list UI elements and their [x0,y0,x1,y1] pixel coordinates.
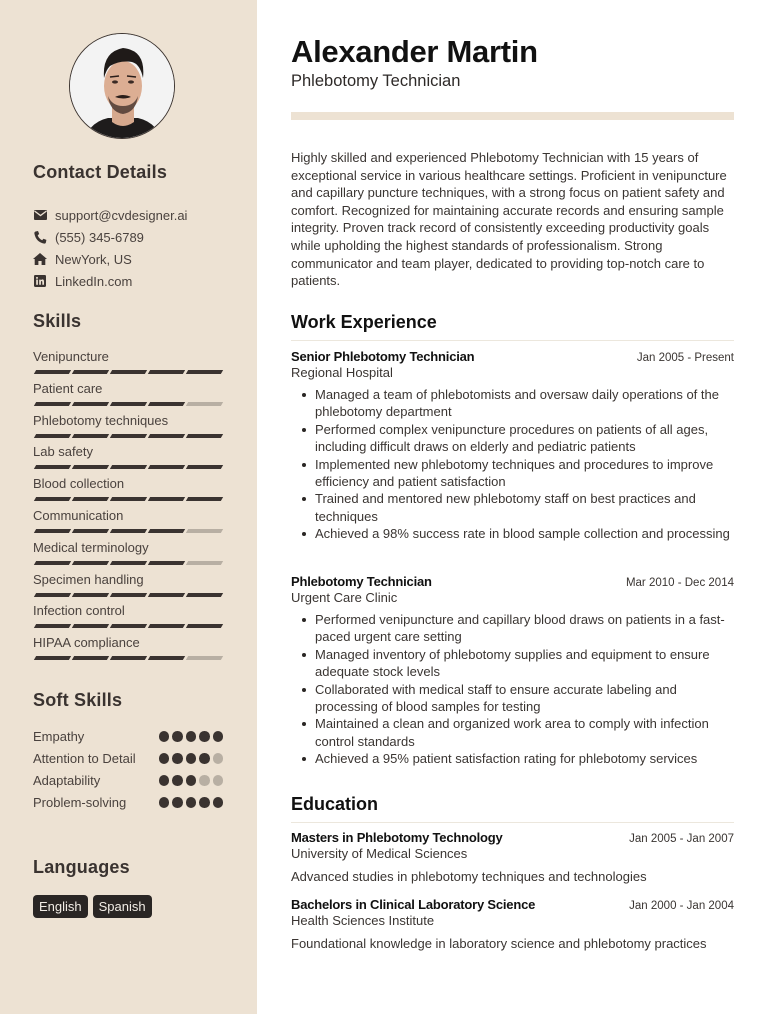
level-bar-filled [34,402,71,406]
level-bar-filled [34,529,71,533]
soft-skill-item [33,794,223,811]
level-dot-filled [159,753,170,764]
skill-item [33,508,223,540]
level-bar-filled [72,465,109,469]
skill-level-bars [33,593,223,597]
level-bar-filled [186,497,223,501]
education-description: Foundational knowledge in laboratory science and phlebotomy practices [291,936,707,951]
contact-email-text: support@cvdesigner.ai [55,207,188,223]
skill-label: Specimen handling [33,571,144,587]
soft-skill-level-dots [159,750,224,767]
level-bar-filled [110,656,147,660]
skills-heading: Skills [33,311,82,331]
skill-item [33,603,223,635]
education-degree: Masters in Phlebotomy Technology [291,830,503,845]
level-bar-filled [186,624,223,628]
education-header [291,897,734,912]
education-entry [291,830,734,884]
contact-heading: Contact Details [33,162,168,182]
skill-level-bars [33,624,223,628]
skill-item [33,444,223,476]
level-bar-filled [148,497,185,501]
skill-label: Venipuncture [33,349,109,364]
level-bar-filled [34,624,71,628]
level-bar-filled [148,465,185,469]
job-organization: Regional Hospital [291,365,393,380]
skill-item [33,572,223,604]
job-entry [291,349,734,543]
contact-linkedin[interactable] [33,270,187,292]
job-bullet: Managed inventory of phlebotomy supplies and equipment to ensure adequate stock levels [291,646,734,681]
soft-skill-level-dots [159,772,224,789]
candidate-title: Phlebotomy Technician [291,72,461,90]
level-bar-filled [72,593,109,597]
level-dot-filled [172,753,183,764]
level-dot-empty [199,775,210,786]
education-date: Jan 2000 - Jan 2004 [629,900,734,912]
soft-skills-heading: Soft Skills [33,690,123,710]
skill-level-bars [33,434,223,438]
education-heading: Education [291,794,734,823]
skill-label: Patient care [33,380,103,396]
level-bar-filled [110,529,147,533]
job-bullet: Maintained a clean and organized work area to comply with infection control standards [291,715,734,750]
level-dot-empty [213,753,224,764]
summary: Highly skilled and experienced Phlebotomy Technician with 15 years of exceptional service in various healthcare settings. Proficient in venipuncture and capillary puncture techniques, with a strong focus on patient safety and comfort. Recognized for maintaining accurate records and ensuring sample integrity. Proven track record of consistently exceeding productivity goals while upholding the highest standards of professionalism. Strong communicator and team player, dedicated to providing top-notch care to patients. [291,150,727,289]
level-dot-empty [213,775,224,786]
level-dot-filled [159,775,170,786]
skill-item [33,413,223,445]
skill-label: Phlebotomy techniques [33,412,169,428]
level-bar-empty [186,561,223,565]
skill-level-bars [33,561,223,565]
soft-skill-level-dots [159,794,224,811]
education-entry [291,897,734,951]
job-date: Mar 2010 - Dec 2014 [625,577,734,589]
level-bar-filled [110,497,147,501]
soft-skills-list [33,728,223,816]
contact-email[interactable] [33,204,187,226]
level-dot-filled [186,775,197,786]
level-bar-filled [186,370,223,374]
skill-label: Blood collection [33,476,125,492]
level-bar-filled [72,561,109,565]
soft-skill-label: Empathy [33,729,85,744]
level-bar-filled [110,624,147,628]
level-bar-empty [186,656,223,660]
job-entry [291,574,734,768]
contact-phone-text: (555) 345-6789 [55,229,144,245]
skills-list [33,349,223,667]
skill-level-bars [33,465,223,469]
level-bar-filled [110,561,147,565]
soft-skill-level-dots [159,728,224,745]
level-bar-filled [34,497,71,501]
skill-item [33,381,223,413]
level-dot-filled [186,797,197,808]
level-dot-filled [172,731,183,742]
level-bar-filled [186,593,223,597]
candidate-name: Alexander Martin [291,34,538,69]
skill-level-bars [33,529,223,533]
level-bar-filled [72,434,109,438]
level-bar-filled [186,434,223,438]
level-bar-filled [34,656,71,660]
level-dot-filled [159,797,170,808]
contact-location-text: NewYork, US [55,251,132,267]
level-bar-filled [72,497,109,501]
skill-level-bars [33,402,223,406]
job-bullets [291,611,734,768]
level-bar-filled [148,593,185,597]
level-dot-filled [186,753,197,764]
level-dot-filled [172,775,183,786]
job-bullet: Achieved a 98% success rate in blood sample collection and processing [291,525,734,542]
linkedin-icon [33,274,47,288]
level-dot-filled [213,797,224,808]
level-dot-filled [159,731,170,742]
home-icon [33,252,47,266]
level-dot-filled [199,797,210,808]
avatar [69,33,175,139]
skill-label: HIPAA compliance [33,635,140,651]
level-dot-filled [199,753,210,764]
level-bar-filled [110,465,147,469]
skill-label: Medical terminology [33,539,149,555]
education-description: Advanced studies in phlebotomy techniques and technologies [291,869,647,884]
level-bar-filled [110,402,147,406]
job-date: Jan 2005 - Present [636,352,734,364]
soft-skill-label: Adaptability [33,773,101,788]
level-dot-filled [172,797,183,808]
level-bar-filled [148,561,185,565]
job-header [291,574,734,589]
job-bullet: Managed a team of phlebotomists and oversaw daily operations of the phlebotomy department [291,386,734,421]
level-bar-filled [34,370,71,374]
level-bar-empty [186,402,223,406]
skill-label: Communication [33,507,124,523]
job-bullet: Achieved a 95% patient satisfaction rating for phlebotomy services [291,750,734,767]
level-bar-filled [186,465,223,469]
job-title: Phlebotomy Technician [291,574,432,589]
skill-item [33,635,223,667]
contact-location [33,248,187,270]
language-badge: English [33,895,88,918]
level-bar-filled [110,593,147,597]
soft-skill-label: Problem-solving [33,795,127,810]
contact-list [33,204,187,292]
skill-label: Lab safety [33,444,93,460]
level-bar-filled [110,434,147,438]
header-divider [291,112,734,120]
job-bullet: Performed venipuncture and capillary blood draws on patients in a fast-paced urgent care setting [291,611,734,646]
education-header [291,830,734,845]
envelope-icon [33,208,47,222]
education-degree: Bachelors in Clinical Laboratory Science [291,897,536,912]
job-bullets [291,386,734,543]
education-date: Jan 2005 - Jan 2007 [629,833,734,845]
education-school: University of Medical Sciences [291,846,468,861]
level-bar-filled [72,656,109,660]
languages-heading: Languages [33,857,130,877]
job-bullet: Performed complex venipuncture procedures on patients of all ages, including difficult draws on elderly and pediatric patients [291,421,734,456]
level-bar-filled [34,561,71,565]
level-bar-filled [34,593,71,597]
job-title: Senior Phlebotomy Technician [291,349,475,364]
profile-photo [70,34,175,139]
level-bar-filled [148,370,185,374]
skill-level-bars [33,656,223,660]
level-bar-filled [34,465,71,469]
level-bar-filled [72,529,109,533]
level-bar-filled [148,529,185,533]
level-bar-filled [34,434,71,438]
education-school: Health Sciences Institute [291,913,435,928]
level-bar-filled [72,370,109,374]
level-bar-filled [148,402,185,406]
job-header [291,349,734,364]
job-bullet: Trained and mentored new phlebotomy staff on best practices and techniques [291,490,734,525]
languages-list [33,895,152,918]
level-bar-filled [72,402,109,406]
level-dot-filled [213,731,224,742]
job-organization: Urgent Care Clinic [291,590,398,605]
skill-level-bars [33,497,223,501]
level-bar-filled [148,656,185,660]
phone-icon [33,230,47,244]
soft-skill-item [33,728,223,745]
skill-item [33,540,223,572]
level-bar-filled [148,434,185,438]
job-bullet: Implemented new phlebotomy techniques and procedures to improve efficiency and patient satisfaction [291,456,734,491]
level-dot-filled [199,731,210,742]
soft-skill-item [33,772,223,789]
contact-linkedin-text: LinkedIn.com [55,273,133,289]
skill-label: Infection control [33,603,125,619]
skill-level-bars [33,370,223,374]
soft-skill-item [33,750,223,767]
level-bar-filled [72,624,109,628]
skill-item [33,476,223,508]
soft-skill-label: Attention to Detail [33,751,136,766]
job-bullet: Collaborated with medical staff to ensure accurate labeling and processing of blood samples for testing [291,681,734,716]
level-bar-filled [148,624,185,628]
work-experience-heading: Work Experience [291,312,734,341]
skill-item [33,349,223,381]
level-bar-empty [186,529,223,533]
language-badge: Spanish [93,895,152,918]
sidebar [0,0,257,1014]
contact-phone[interactable] [33,226,187,248]
level-dot-filled [186,731,197,742]
level-bar-filled [110,370,147,374]
